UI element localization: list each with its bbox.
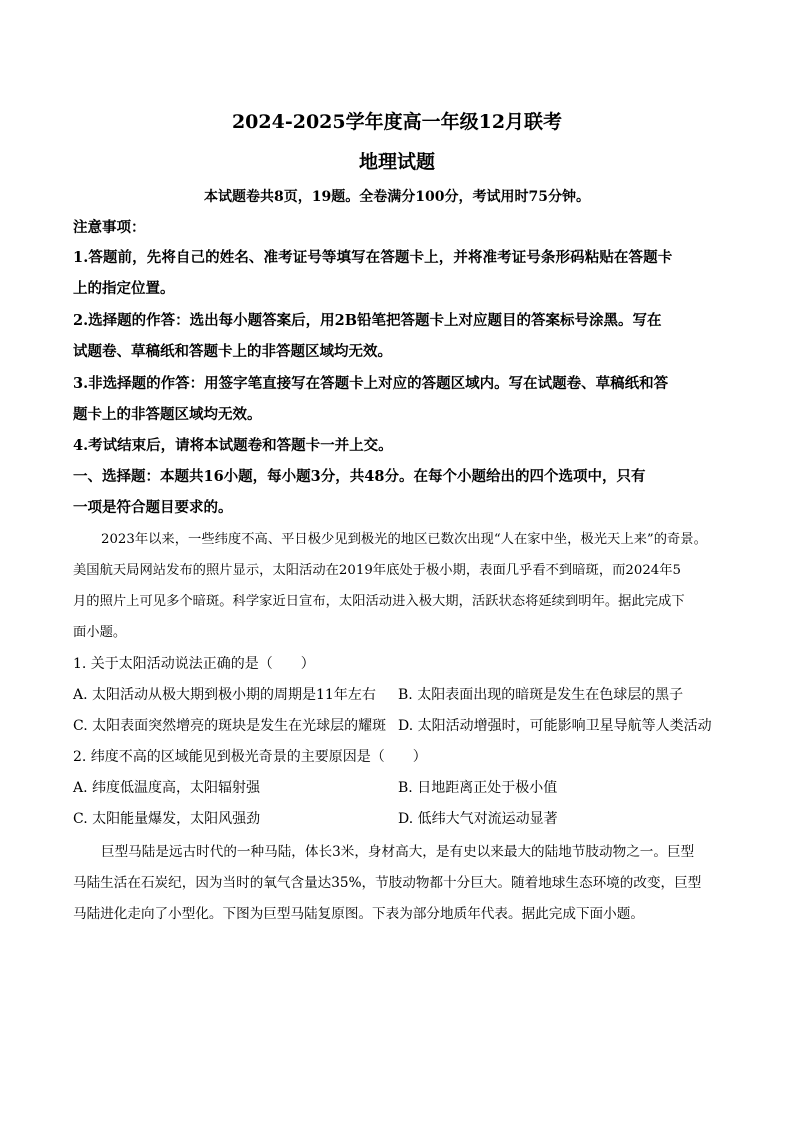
notice-line: 上的指定位置。: [73, 280, 175, 297]
passage-line: 美国航天局网站发布的照片显示，太阳活动在2019年底处于极小期，表面几乎看不到暗斑，而2024年5: [73, 563, 682, 578]
passage-line: 马陆进化走向了小型化。下图为巨型马陆复原图。下表为部分地质年代表。据此完成下面小题。: [73, 906, 644, 922]
question-option: B. 日地距离正处于极小值: [398, 780, 558, 796]
exam-meta: 本试题卷共8页，19题。全卷满分100分，考试用时75分钟。: [204, 189, 590, 205]
exam-title: 2024-2025学年度高一年级12月联考: [231, 111, 563, 133]
notice-line: 题卡上的非答题区域均无效。: [73, 406, 262, 423]
notice-line: 3.非选择题的作答：用签字笔直接写在答题卡上对应的答题区域内。写在试题卷、草稿纸和答: [73, 375, 669, 392]
notice-line: 2.选择题的作答：选出每小题答案后，用2B铅笔把答题卡上对应题目的答案标号涂黑。写在: [73, 312, 662, 329]
question-option: A. 纬度低温度高，太阳辐射强: [73, 780, 261, 796]
section-heading: 一项是符合题目要求的。: [73, 499, 233, 516]
question-option: D. 低纬大气对流运动显著: [398, 811, 558, 827]
notice-line: 试题卷、草稿纸和答题卡上的非答题区域均无效。: [73, 343, 392, 360]
notice-line: 1.答题前，先将自己的姓名、准考证号等填写在答题卡上，并将准考证号条形码粘贴在答题卡: [73, 249, 673, 266]
question-stem: 1. 关于太阳活动说法正确的是（ ）: [73, 656, 315, 672]
section-heading: 一、选择题：本题共16小题，每小题3分，共48分。在每个小题给出的四个选项中，只有: [73, 468, 646, 485]
passage-line: 马陆生活在石炭纪，因为当时的氧气含量达35%，节肢动物都十分巨大。随着地球生态环境的改变，巨型: [73, 875, 702, 891]
question-option: B. 太阳表面出现的暗斑是发生在色球层的黑子: [398, 687, 684, 703]
question-option: C. 太阳表面突然增亮的斑块是发生在光球层的耀斑: [73, 718, 387, 734]
notice-heading: 注意事项：: [73, 219, 146, 236]
question-option: A. 太阳活动从极大期到极小期的周期是11年左右: [73, 687, 376, 703]
exam-subject: 地理试题: [358, 151, 435, 173]
passage-line: 面小题。: [73, 625, 127, 640]
question-option: D. 太阳活动增强时，可能影响卫星导航等人类活动: [398, 718, 712, 734]
question-stem: 2. 纬度不高的区域能见到极光奇景的主要原因是（ ）: [73, 749, 427, 765]
question-option: C. 太阳能量爆发，太阳风强劲: [73, 811, 261, 827]
notice-line: 4.考试结束后，请将本试题卷和答题卡一并上交。: [73, 437, 393, 454]
passage-line: 月的照片上可见多个暗斑。科学家近日宣布，太阳活动进入极大期，活跃状态将延续到明年。据此完成下: [73, 594, 685, 609]
passage-line: 2023年以来，一些纬度不高、平日极少见到极光的地区已数次出现“人在家中坐，极光天上来”的奇景。: [101, 532, 707, 547]
passage-line: 巨型马陆是远古时代的一种马陆，体长3米，身材高大，是有史以来最大的陆地节肢动物之一。巨型: [101, 844, 695, 860]
